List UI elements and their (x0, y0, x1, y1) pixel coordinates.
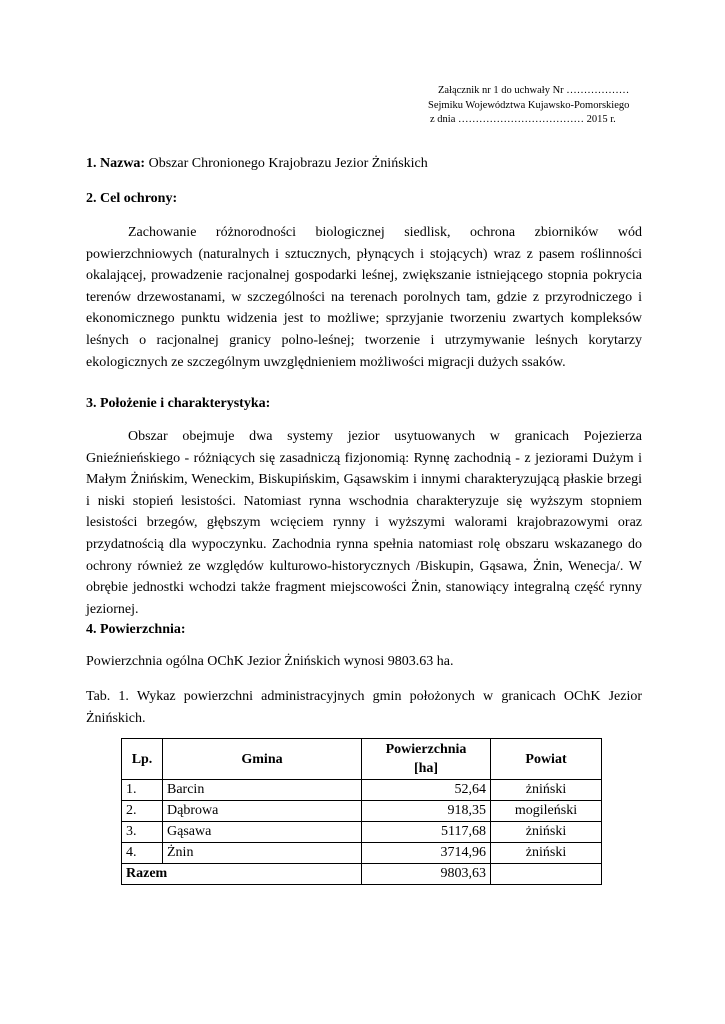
section-area-heading: 4. Powierzchnia: (86, 622, 186, 637)
section-location-heading: 3. Położenie i charakterystyka: (86, 396, 271, 411)
section-location-text: Obszar obejmuje dwa systemy jezior usytuowanych w granicach Pojezierza Gnieźnieńskiego - różniących się zasadniczą fizjonomią: Rynnę zachodnią - z jeziorami Dużym i Małym Żnińskim, Weneckim, Biskupińskim, Gąsawskim i innymi charakteryzującą płaskie brzegi i niski stopień lesistości. Natomiast rynna wschodnia charakteryzuje się wyższym stopniem lesistości brzegów, głębszym wcięciem rynny i wyższymi walorami krajobrazowymi oraz przydatnością dla wypoczynku. Zachodnia rynna spełnia natomiast rolę obszaru wskazanego do ochrony również ze względów kulturowo-historycznych /Biskupin, Gąsawa, Żnin, Wenecja/. W obrębie jednostki wchodzi także fragment miejscowości Żnin, stanowiący integralną część rynny jeziornej. (86, 429, 642, 617)
cell-gmina: Żnin (163, 843, 362, 864)
cell-gmina: Barcin (163, 780, 362, 801)
header-attachment-line: Załącznik nr 1 do uchwały Nr ……………… (438, 85, 630, 96)
total-powiat (491, 864, 602, 885)
col-area-label: Powierzchnia (385, 742, 467, 757)
section-goal-heading: 2. Cel ochrony: (86, 191, 178, 206)
cell-area: 918,35 (362, 801, 491, 822)
table-row (122, 801, 602, 822)
table-row (122, 780, 602, 801)
cell-gmina: Gąsawa (163, 822, 362, 843)
col-area (362, 739, 491, 780)
table-total-row (122, 864, 602, 885)
cell-area: 5117,68 (362, 822, 491, 843)
section-goal-text: Zachowanie różnorodności biologicznej siedlisk, ochrona zbiorników wód powierzchniowych (naturalnych i sztucznych, płynących i stojących) wraz z pasem roślinności okalającej, prowadzenie racjonalnej gospodarki leśnej, zwiększanie istniejącego stopnia pokrycia terenów drzewostanami, w szczególności na terenach porolnych tam, gdzie z przyrodniczego i ekonomicznego punktu widzenia jest to możliwe; sprzyjanie tworzeniu zwartych kompleksów leśnych o racjonalnej granicy polno-leśnej; tworzenie i utrzymywanie leśnych korytarzy ekologicznych ze szczególnym uwzględnieniem możliwości migracji dużych ssaków. (86, 225, 642, 370)
cell-powiat: żniński (491, 780, 602, 801)
header-sejmik-line: Sejmiku Województwa Kujawsko-Pomorskiego (428, 100, 630, 111)
total-area: 9803,63 (362, 864, 491, 885)
section-name-heading: 1. Nazwa: (86, 156, 146, 171)
col-lp: Lp. (122, 739, 163, 780)
table-header-row (122, 739, 602, 780)
total-label: Razem (122, 864, 362, 885)
col-area-unit: [ha] (413, 761, 439, 776)
cell-lp: 2. (122, 801, 163, 822)
col-gmina: Gmina (163, 739, 362, 780)
gminy-table (121, 738, 602, 885)
area-total-text: Powierzchnia ogólna OChK Jezior Żnińskich wynosi 9803.63 ha. (86, 654, 454, 669)
cell-powiat: żniński (491, 822, 602, 843)
cell-powiat: mogileński (491, 801, 602, 822)
cell-lp: 4. (122, 843, 163, 864)
section-name (86, 156, 428, 172)
cell-gmina: Dąbrowa (163, 801, 362, 822)
table-row (122, 822, 602, 843)
cell-lp: 1. (122, 780, 163, 801)
col-powiat: Powiat (491, 739, 602, 780)
header-date-line: z dnia ……………………………… 2015 r. (430, 114, 616, 125)
cell-powiat: żniński (491, 843, 602, 864)
table-caption: Tab. 1. Wykaz powierzchni administracyjnych gmin położonych w granicach OChK Jezior Żnińskich. (86, 689, 642, 726)
table-row (122, 843, 602, 864)
cell-area: 52,64 (362, 780, 491, 801)
cell-area: 3714,96 (362, 843, 491, 864)
cell-lp: 3. (122, 822, 163, 843)
section-name-text: Obszar Chronionego Krajobrazu Jezior Żnińskich (148, 156, 428, 171)
